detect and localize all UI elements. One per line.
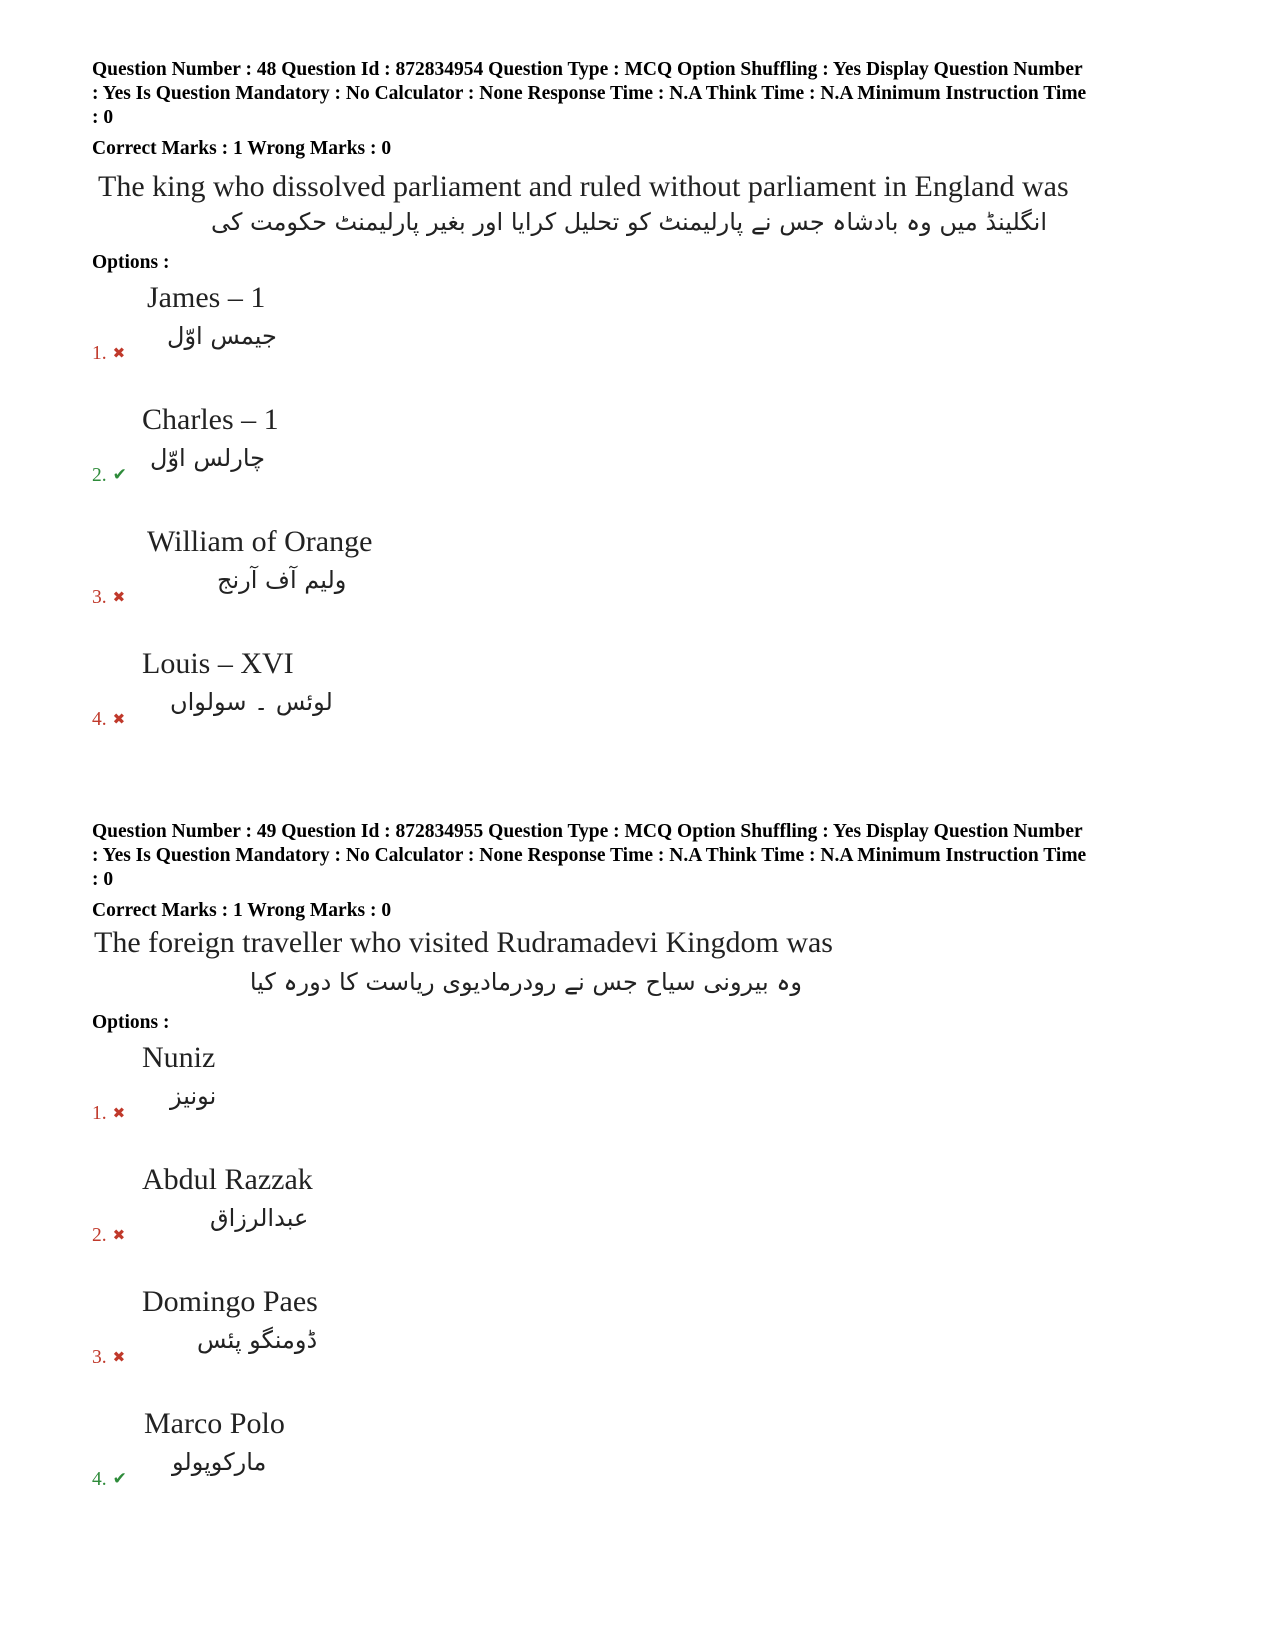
option-number-label: 2. <box>92 465 107 486</box>
option-number <box>92 1345 125 1370</box>
option-text-urdu: مارکوپولو <box>172 1448 267 1476</box>
option-item <box>92 397 1192 519</box>
option-number-label: 3. <box>92 1347 107 1368</box>
option-text-english: Domingo Paes <box>142 1285 318 1318</box>
option-number <box>92 1467 127 1492</box>
question-meta <box>92 58 1190 130</box>
option-text-english: William of Orange <box>147 525 373 558</box>
question-meta-line: : 0 <box>92 107 114 128</box>
question-stem-urdu: وہ بیرونی سیاح جس نے رودرمادیوی ریاست کا دورہ کیا <box>249 968 802 996</box>
option-number-label: 4. <box>92 1469 107 1490</box>
option-number <box>92 585 125 610</box>
question-meta <box>92 820 1190 892</box>
question-meta-line: : 0 <box>92 869 114 890</box>
question-meta-line: Question Number : 49 Question Id : 872834955 Question Type : MCQ Option Shuffling : Yes Display Question Number <box>92 821 1083 842</box>
marks-info: Correct Marks : 1 Wrong Marks : 0 <box>92 900 392 921</box>
wrong-mark-icon: ✖ <box>112 344 126 362</box>
wrong-mark-icon: ✖ <box>112 588 126 606</box>
option-text-english: Marco Polo <box>144 1407 285 1440</box>
question-block-49 <box>92 820 1192 1523</box>
option-number <box>92 463 127 488</box>
wrong-mark-icon: ✖ <box>112 1348 126 1366</box>
wrong-mark-icon: ✖ <box>112 1226 126 1244</box>
option-item <box>92 519 1192 641</box>
question-stem-english: The foreign traveller who visited Rudramadevi Kingdom was <box>94 926 833 959</box>
option-number-label: 2. <box>92 1225 107 1246</box>
option-number <box>92 1101 125 1126</box>
option-number-label: 1. <box>92 343 107 364</box>
option-text-urdu: چارلس اوّل <box>150 444 265 472</box>
marks-info: Correct Marks : 1 Wrong Marks : 0 <box>92 138 392 159</box>
option-item <box>92 1279 1192 1401</box>
option-item <box>92 275 1192 397</box>
question-stem-urdu: انگلینڈ میں وہ بادشاہ جس نے پارلیمنٹ کو تحلیل کرایا اور بغیر پارلیمنٹ حکومت کی <box>210 208 1047 236</box>
option-text-urdu: عبدالرزاق <box>210 1204 309 1232</box>
option-number-label: 4. <box>92 709 107 730</box>
wrong-mark-icon: ✖ <box>112 1104 126 1122</box>
option-number-label: 1. <box>92 1103 107 1124</box>
question-meta-line: : Yes Is Question Mandatory : No Calculator : None Response Time : N.A Think Time : N.A Minimum Instruction Time <box>92 83 1087 104</box>
options-label: Options : <box>92 1012 170 1033</box>
question-meta-line: : Yes Is Question Mandatory : No Calculator : None Response Time : N.A Think Time : N.A Minimum Instruction Time <box>92 845 1087 866</box>
wrong-mark-icon: ✖ <box>112 710 126 728</box>
question-stem-english: The king who dissolved parliament and ruled without parliament in England was <box>98 170 1069 203</box>
option-item <box>92 641 1192 763</box>
option-text-english: Louis – XVI <box>142 647 294 680</box>
option-text-urdu: جیمس اوّل <box>167 322 277 350</box>
option-text-english: Charles – 1 <box>142 403 279 436</box>
correct-check-icon: ✔ <box>112 1469 127 1489</box>
question-meta-line: Question Number : 48 Question Id : 872834954 Question Type : MCQ Option Shuffling : Yes Display Question Number <box>92 59 1083 80</box>
option-number-label: 3. <box>92 587 107 608</box>
option-text-english: James – 1 <box>147 281 266 314</box>
option-text-english: Nuniz <box>142 1041 216 1074</box>
option-text-urdu: لوئس ۔ سولواں <box>170 688 333 716</box>
question-block-48 <box>92 58 1192 763</box>
option-item <box>92 1035 1192 1157</box>
option-text-urdu: ڈومنگو پئس <box>197 1326 318 1354</box>
correct-check-icon: ✔ <box>112 465 127 485</box>
option-number <box>92 341 125 366</box>
option-text-urdu: ولیم آف آرنج <box>217 566 347 594</box>
option-text-urdu: نونیز <box>170 1082 217 1110</box>
option-item <box>92 1157 1192 1279</box>
option-number <box>92 707 125 732</box>
option-text-english: Abdul Razzak <box>142 1163 313 1196</box>
option-item <box>92 1401 1192 1523</box>
options-label: Options : <box>92 252 170 273</box>
option-number <box>92 1223 125 1248</box>
